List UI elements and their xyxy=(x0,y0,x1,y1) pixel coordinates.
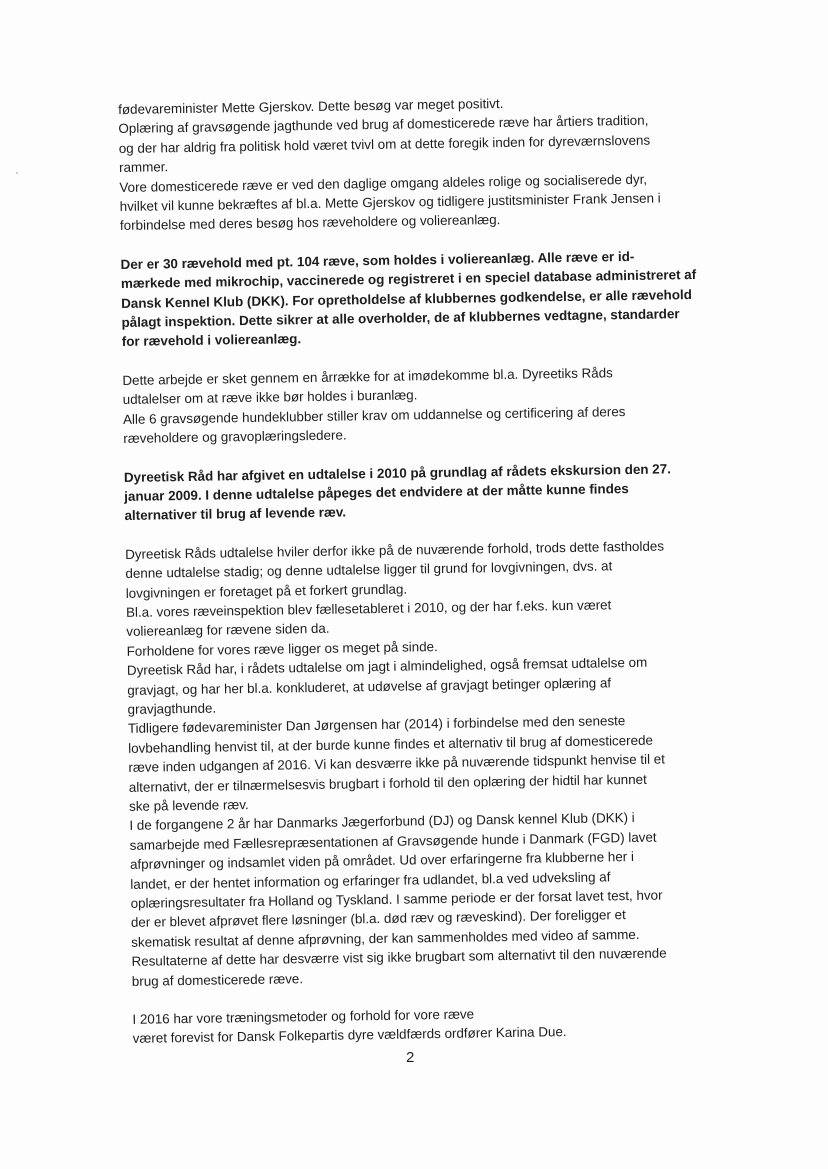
paragraph xyxy=(127,652,713,719)
text-line: skematisk resultat af denne afprøvning, der kan sammenholdes med video af samme. xyxy=(131,926,640,950)
paragraph xyxy=(125,535,711,602)
text-line: der er blevet afprøvet flere løsninger (bl.a. død ræv og ræveskind). Der foreligger et xyxy=(130,907,626,931)
text-line: januar 2009. I denne udtalelse påpeges det endvidere at der måtte kunne findes xyxy=(124,480,629,504)
body-text xyxy=(118,91,718,1049)
text-line: Dyreetisk Råd har, i rådets udtalelse om jagt i almindelighed, også fremsat udtalelse om xyxy=(126,654,648,679)
text-line: Oplæring af gravsøgende jagthunde ved brug af domesticerede ræve har årtiers tradition, xyxy=(118,113,649,137)
text-line: afprøvninger og indsamlet viden på området. Ud over erfaringerne fra klubberne her i xyxy=(129,849,634,873)
text-line: voliereanlæg for rævene siden da. xyxy=(126,621,330,640)
text-line: alternativt, der er tilnærmelsesvis brugbart i forhold til den oplæring der hidtil har kunnet xyxy=(128,771,647,795)
text-line: mærkede med mikrochip, vaccinerede og registreret i en speciel database administreret af xyxy=(120,267,697,292)
text-line: og der har aldrig fra politisk hold været tvivl om at dette foregik inden for dyreværnslovens xyxy=(118,132,651,156)
text-line: Dyreetisk Råds udtalelse hviler derfor ikke på de nuværende forhold, trods dette fastholdes xyxy=(125,538,665,562)
text-line: I de forgangene 2 år har Danmarks Jægerforbund (DJ) og Dansk kennel Klub (DKK) i xyxy=(129,810,635,834)
text-line: været forevist for Dansk Folkepartis dyre vældfærds ordfører Karina Due. xyxy=(132,1024,567,1047)
text-line: lovgivningen er foretaget på et forkert grundlag. xyxy=(125,581,408,601)
text-line: Der er 30 rævehold med pt. 104 ræve, som holdes i voliereanlæg. Alle ræve er id- xyxy=(120,248,635,272)
text-line: Forholdene for vores ræve ligger os meget på sinde. xyxy=(126,638,438,659)
text-line: rammer. xyxy=(118,159,169,176)
text-line: alternativer til brug af levende ræv. xyxy=(124,504,347,524)
text-line: ræveholdere og gravoplæringsledere. xyxy=(123,427,347,447)
paragraph xyxy=(118,91,704,178)
text-line: I 2016 har vore træningsmetoder og forhold for vore ræve xyxy=(132,1006,475,1027)
text-line: forbindelse med deres besøg hos ræveholdere og voliereanlæg. xyxy=(119,212,501,234)
text-line: Dyreetisk Råd har afgivet en udtalelse i 2010 på grundlag af rådets ekskursion den 27. xyxy=(123,460,671,485)
text-line: for rævehold i voliereanlæg. xyxy=(121,331,302,350)
text-line: Dansk Kennel Klub (DKK). For opretholdelse af klubbernes godkendelse, er alle rævehold xyxy=(121,286,692,311)
text-line: Vore domesticerede ræve er ved den daglige omgang aldeles rolige og socialiserede dyr, xyxy=(119,171,648,195)
paragraph xyxy=(132,1001,718,1049)
text-line: oplæringsresultater fra Holland og Tyskland. I samme periode er der forsat lavet test, hvor xyxy=(130,887,663,911)
text-line: ræve inden udgangen af 2016. Vi kan desværre ikke på nuværende tidspunkt henvise til et xyxy=(128,751,666,776)
text-line: Bl.a. vores ræveinspektion blev fællesetableret i 2010, og der har f.eks. kun været xyxy=(125,597,612,620)
text-line: brug af domesticerede ræve. xyxy=(131,970,304,989)
text-line: denne udtalelse stadig; og denne udtalelse ligger til grund for lovgivningen, dvs. at xyxy=(125,558,613,582)
text-line: samarbejde med Fællesrepræsentationen af Gravsøgende hunde i Danmark (FGD) lavet xyxy=(129,829,657,853)
text-line: Dette arbejde er sket gennem en årrække for at imødekomme bl.a. Dyreetiks Råds xyxy=(122,365,613,388)
text-line: gravjagthunde. xyxy=(127,700,217,717)
paragraph xyxy=(128,710,714,816)
bold-paragraph xyxy=(124,458,710,525)
scan-speck xyxy=(16,172,18,174)
text-line: Resultaterne af dette har desværre vist sig ikke brugbart som alternativt til den nuværende xyxy=(131,945,667,970)
text-line: udtalelser om at ræve ikke bør holdes i buranlæg. xyxy=(122,387,418,408)
text-line: fødevareminister Mette Gjerskov. Dette besøg var meget positivt. xyxy=(118,95,504,117)
text-line: gravjagt, og har her bl.a. konkluderet, at udøvelse af gravjagt betinger oplæring af xyxy=(127,674,612,698)
text-line: Alle 6 gravsøgende hundeklubber stiller krav om uddannelse og certificering af deres xyxy=(122,403,626,427)
text-line: hvilket vil kunne bekræftes af bl.a. Mette Gjerskov og tidligere justitsminister Frank Jensen i xyxy=(119,190,661,215)
paragraph xyxy=(119,168,705,235)
text-line: Tidligere fødevareminister Dan Jørgensen har (2014) i forbindelse med den seneste xyxy=(127,713,626,737)
page-number: 2 xyxy=(406,1049,415,1066)
paragraph xyxy=(129,807,717,991)
text-line: ske på levende ræv. xyxy=(128,797,249,814)
text-line: pålagt inspektion. Dette sikrer at alle overholder, de af klubbernes vedtagne, standarder xyxy=(121,306,680,331)
text-line: lovbehandling henvist til, at der burde kunne findes et alternativ til brug af domesticerede xyxy=(128,732,654,756)
bold-paragraph xyxy=(120,246,706,352)
text-line: landet, er der hentet information og erfaringer fra udlandet, bl.a ved udveksling af xyxy=(130,868,611,892)
